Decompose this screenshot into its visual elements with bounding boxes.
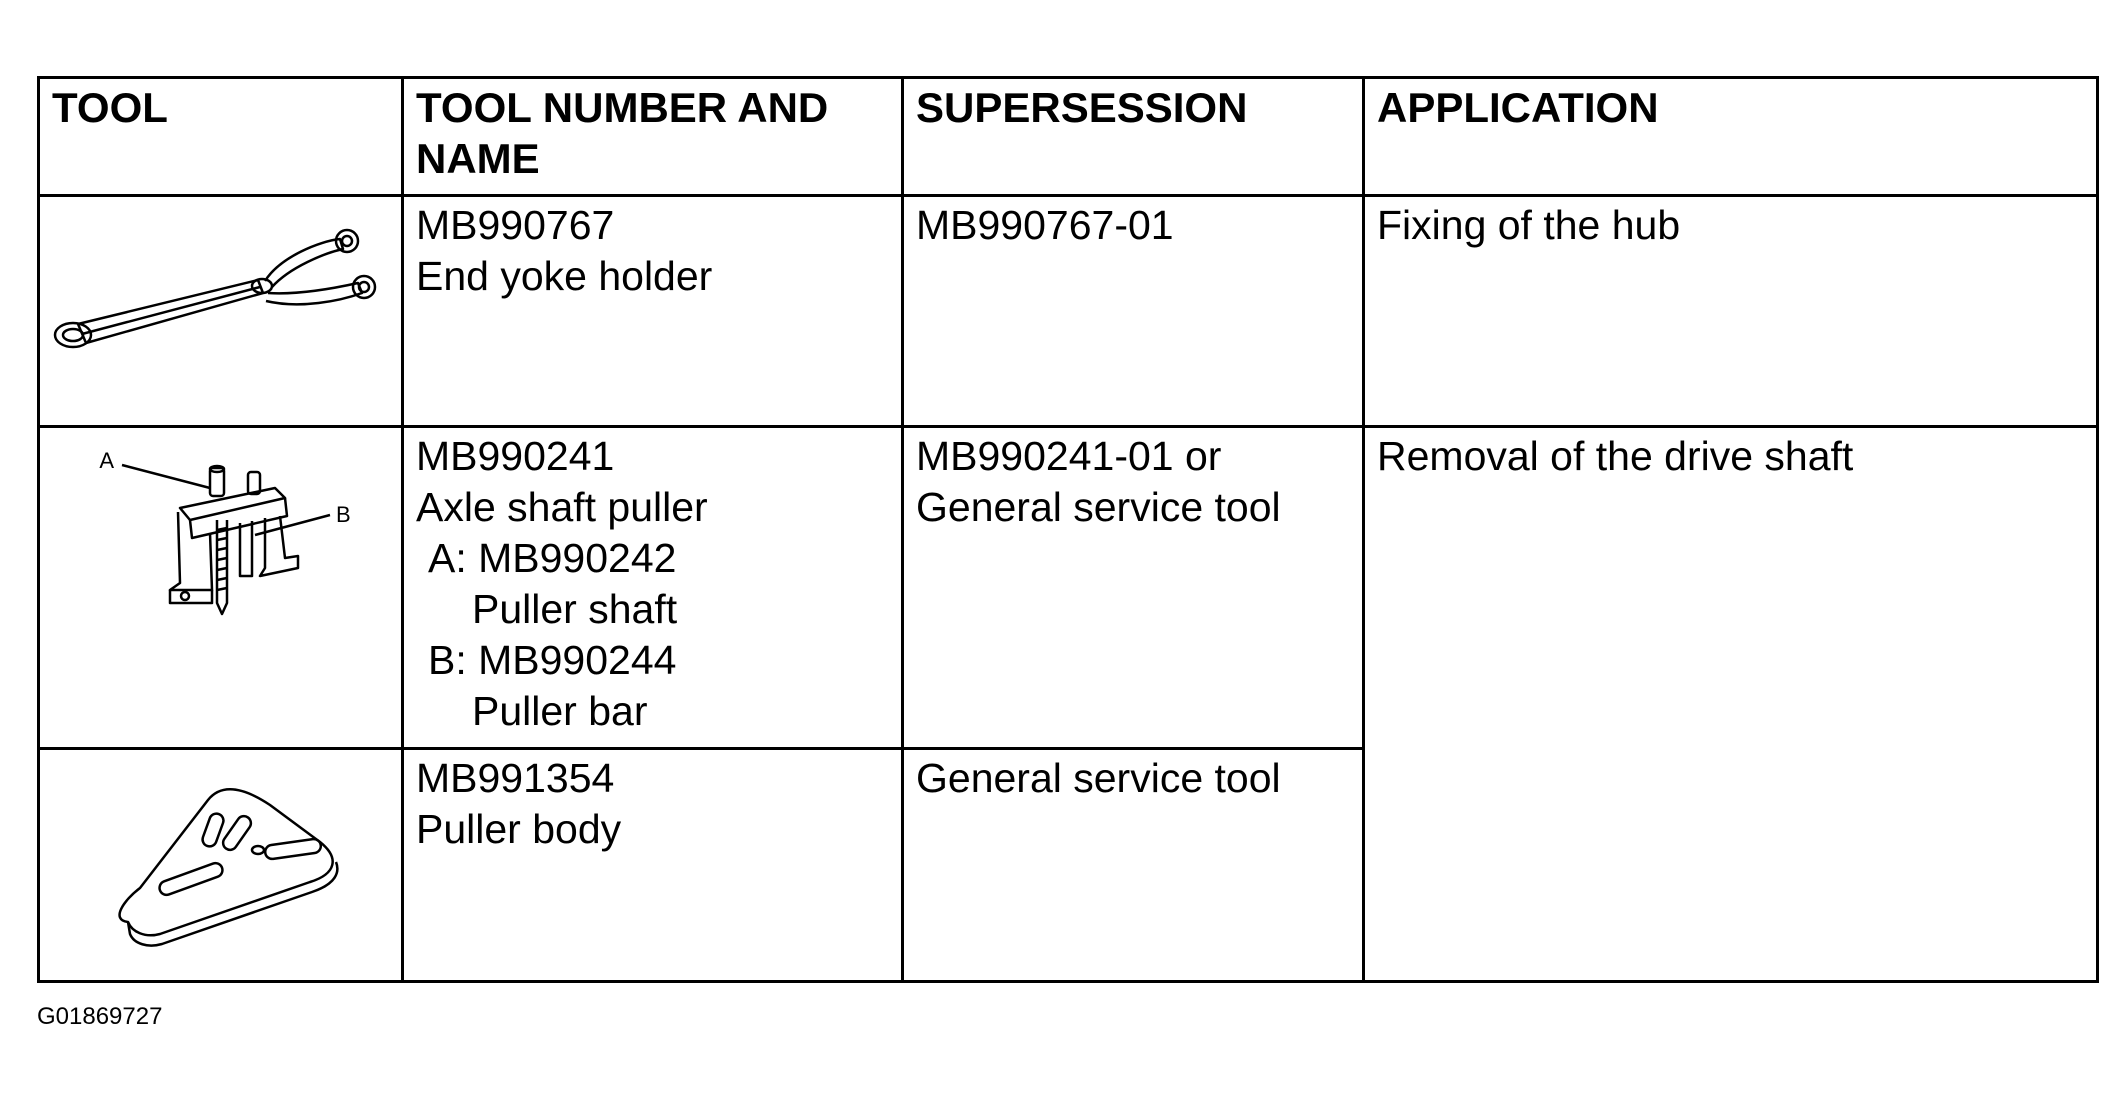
figure-id-caption: G01869727 <box>37 1003 163 1030</box>
supersession-value: General service tool <box>916 484 1281 530</box>
component-b-number: B: MB990244 <box>428 637 677 683</box>
supersession-cell <box>903 427 1364 749</box>
table-row <box>39 196 2098 427</box>
special-tools-table <box>37 76 2099 983</box>
tool-image-cell <box>39 749 403 982</box>
supersession-cell <box>903 749 1364 982</box>
callout-a: A <box>99 448 114 473</box>
tool-name: Axle shaft puller <box>416 484 708 530</box>
component-a-name: Puller shaft <box>472 586 678 632</box>
supersession-value: MB990767-01 <box>916 202 1174 248</box>
tool-number-cell <box>403 749 903 982</box>
header-application: APPLICATION <box>1364 78 2098 196</box>
end-yoke-holder-icon <box>40 197 404 428</box>
tool-number-cell <box>403 196 903 427</box>
tool-number: MB990241 <box>416 433 615 479</box>
application-value: Removal of the drive shaft <box>1377 433 1854 479</box>
supersession-value: General service tool <box>916 755 1281 801</box>
table-row <box>39 427 2098 749</box>
puller-body-icon <box>40 750 404 983</box>
application-value: Fixing of the hub <box>1377 202 1681 248</box>
tool-number: MB990767 <box>416 202 615 248</box>
tool-number: MB991354 <box>416 755 615 801</box>
callout-b: B <box>336 502 351 527</box>
tool-name: Puller body <box>416 806 622 852</box>
header-tool: TOOL <box>39 78 403 196</box>
tool-number-cell <box>403 427 903 749</box>
component-b-name: Puller bar <box>472 688 648 734</box>
tool-image-cell <box>39 427 403 749</box>
header-supersession: SUPERSESSION <box>903 78 1364 196</box>
supersession-cell <box>903 196 1364 427</box>
component-a-number: A: MB990242 <box>428 535 677 581</box>
tool-name: End yoke holder <box>416 253 713 299</box>
axle-shaft-puller-icon <box>40 428 404 750</box>
tool-image-cell <box>39 196 403 427</box>
application-cell <box>1364 427 2098 982</box>
header-tool-number-and-name: TOOL NUMBER AND NAME <box>403 78 903 196</box>
supersession-value: MB990241-01 or <box>916 433 1222 479</box>
header-row <box>39 78 2098 196</box>
application-cell <box>1364 196 2098 427</box>
